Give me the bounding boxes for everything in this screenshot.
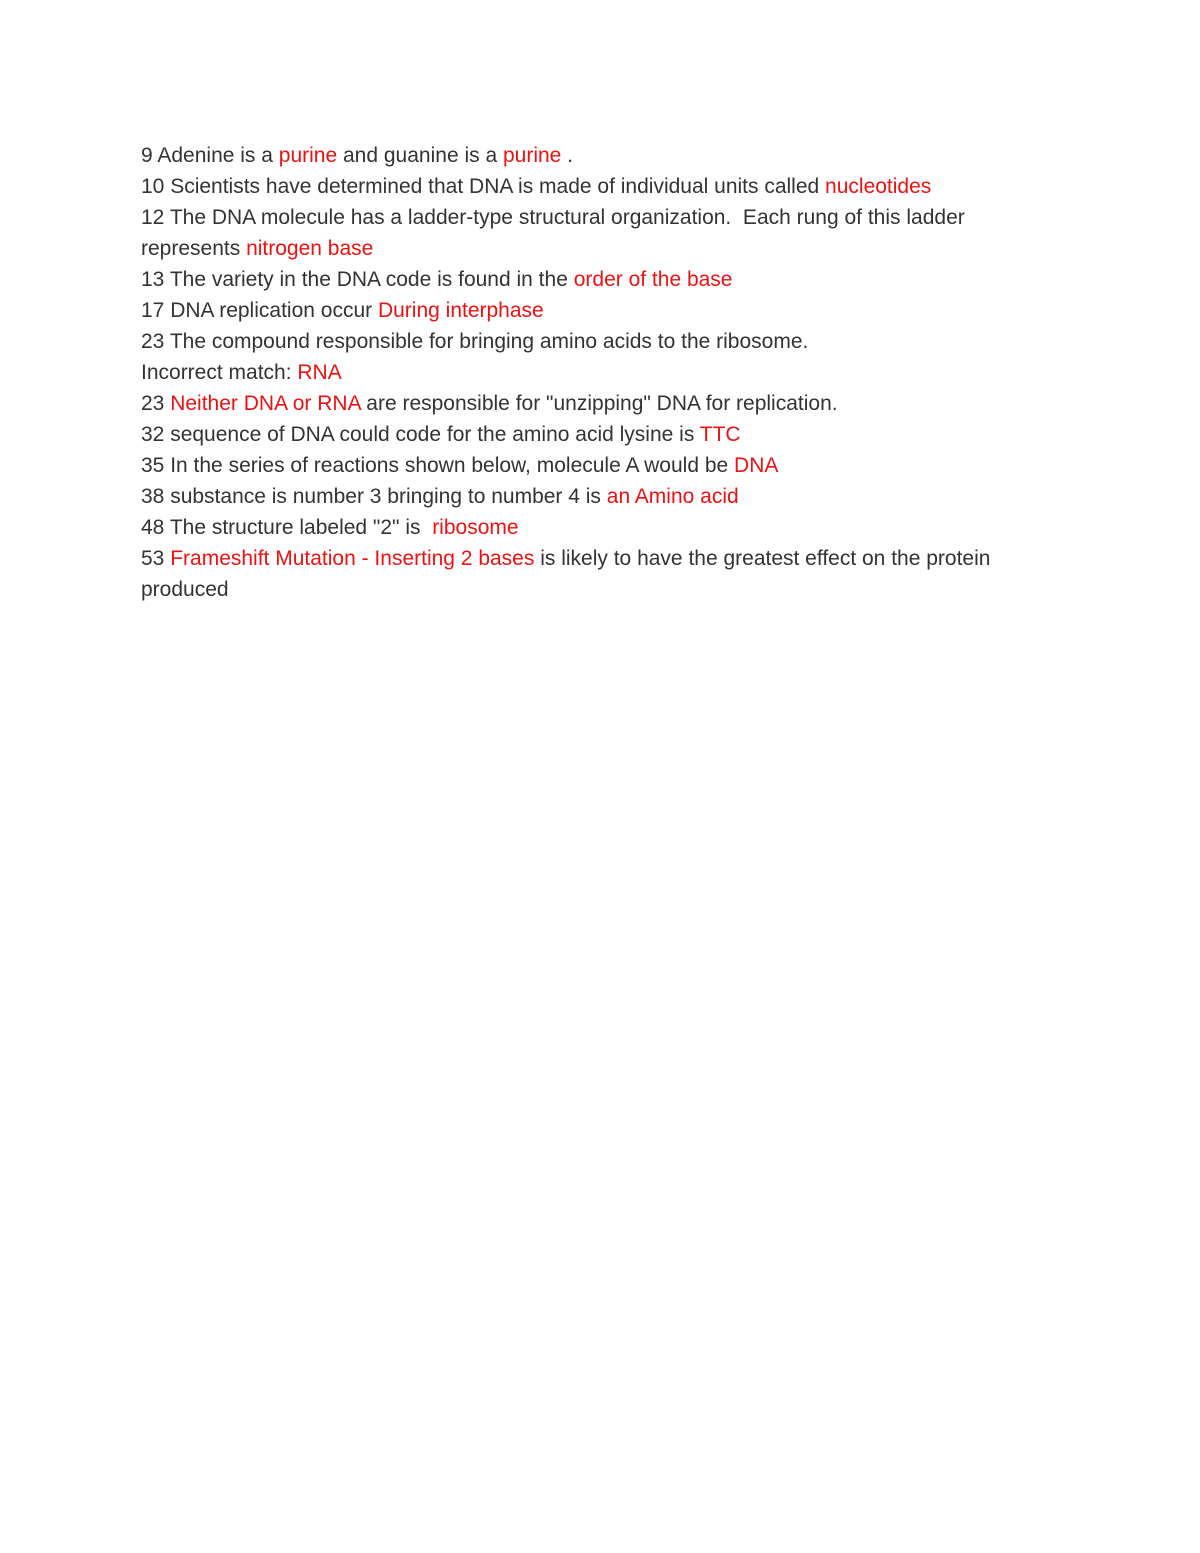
answer-text: an Amino acid (606, 485, 739, 508)
question-text: 12 The DNA molecule has a ladder-type structural organization. Each rung of this ladder represents (141, 206, 971, 260)
answer-text: RNA (297, 361, 342, 384)
answer-text: Neither DNA or RNA (170, 392, 361, 415)
answer-text: nucleotides (825, 175, 932, 198)
answer-line (141, 388, 1041, 419)
answer-line (141, 512, 1041, 543)
answer-text: TTC (699, 423, 741, 446)
question-text: 23 (141, 392, 171, 415)
question-text: 17 DNA replication occur (141, 299, 378, 322)
answer-line (141, 171, 1041, 202)
answer-line (141, 202, 1041, 264)
answer-text: DNA (734, 454, 779, 477)
question-text: and guanine is a (337, 144, 503, 167)
answer-line (141, 450, 1041, 481)
question-text: 10 Scientists have determined that DNA is made of individual units called (141, 175, 826, 198)
answer-text: Frameshift Mutation - Inserting 2 bases (170, 547, 535, 570)
question-text: 35 In the series of reactions shown below, molecule A would be (141, 454, 735, 477)
answer-list (141, 140, 1041, 605)
question-text: are responsible for "unzipping" DNA for replication. (360, 392, 838, 415)
question-text: 48 The structure labeled "2" is (141, 516, 433, 539)
question-text: 38 substance is number 3 bringing to number 4 is (141, 485, 607, 508)
question-text: Incorrect match: (141, 361, 298, 384)
answer-line (141, 264, 1041, 295)
answer-line (141, 326, 1041, 357)
answer-line (141, 357, 1041, 388)
question-text: 53 (141, 547, 171, 570)
answer-text: During interphase (377, 299, 544, 322)
question-text: is likely to have the greatest effect on the protein produced (141, 547, 997, 601)
answer-text: order of the base (573, 268, 733, 291)
answer-text: purine (502, 144, 562, 167)
answer-text: ribosome (432, 516, 519, 539)
answer-line (141, 543, 1041, 605)
question-text: 9 Adenine is a (141, 144, 279, 167)
answer-text: nitrogen base (246, 237, 374, 260)
question-text: . (561, 144, 574, 167)
question-text: 32 sequence of DNA could code for the amino acid lysine is (141, 423, 700, 446)
question-text: 13 The variety in the DNA code is found in the (141, 268, 574, 291)
answer-line (141, 419, 1041, 450)
answer-text: purine (278, 144, 338, 167)
answer-line (141, 481, 1041, 512)
answer-line (141, 295, 1041, 326)
answer-line (141, 140, 1041, 171)
question-text: 23 The compound responsible for bringing amino acids to the ribosome. (141, 330, 809, 353)
